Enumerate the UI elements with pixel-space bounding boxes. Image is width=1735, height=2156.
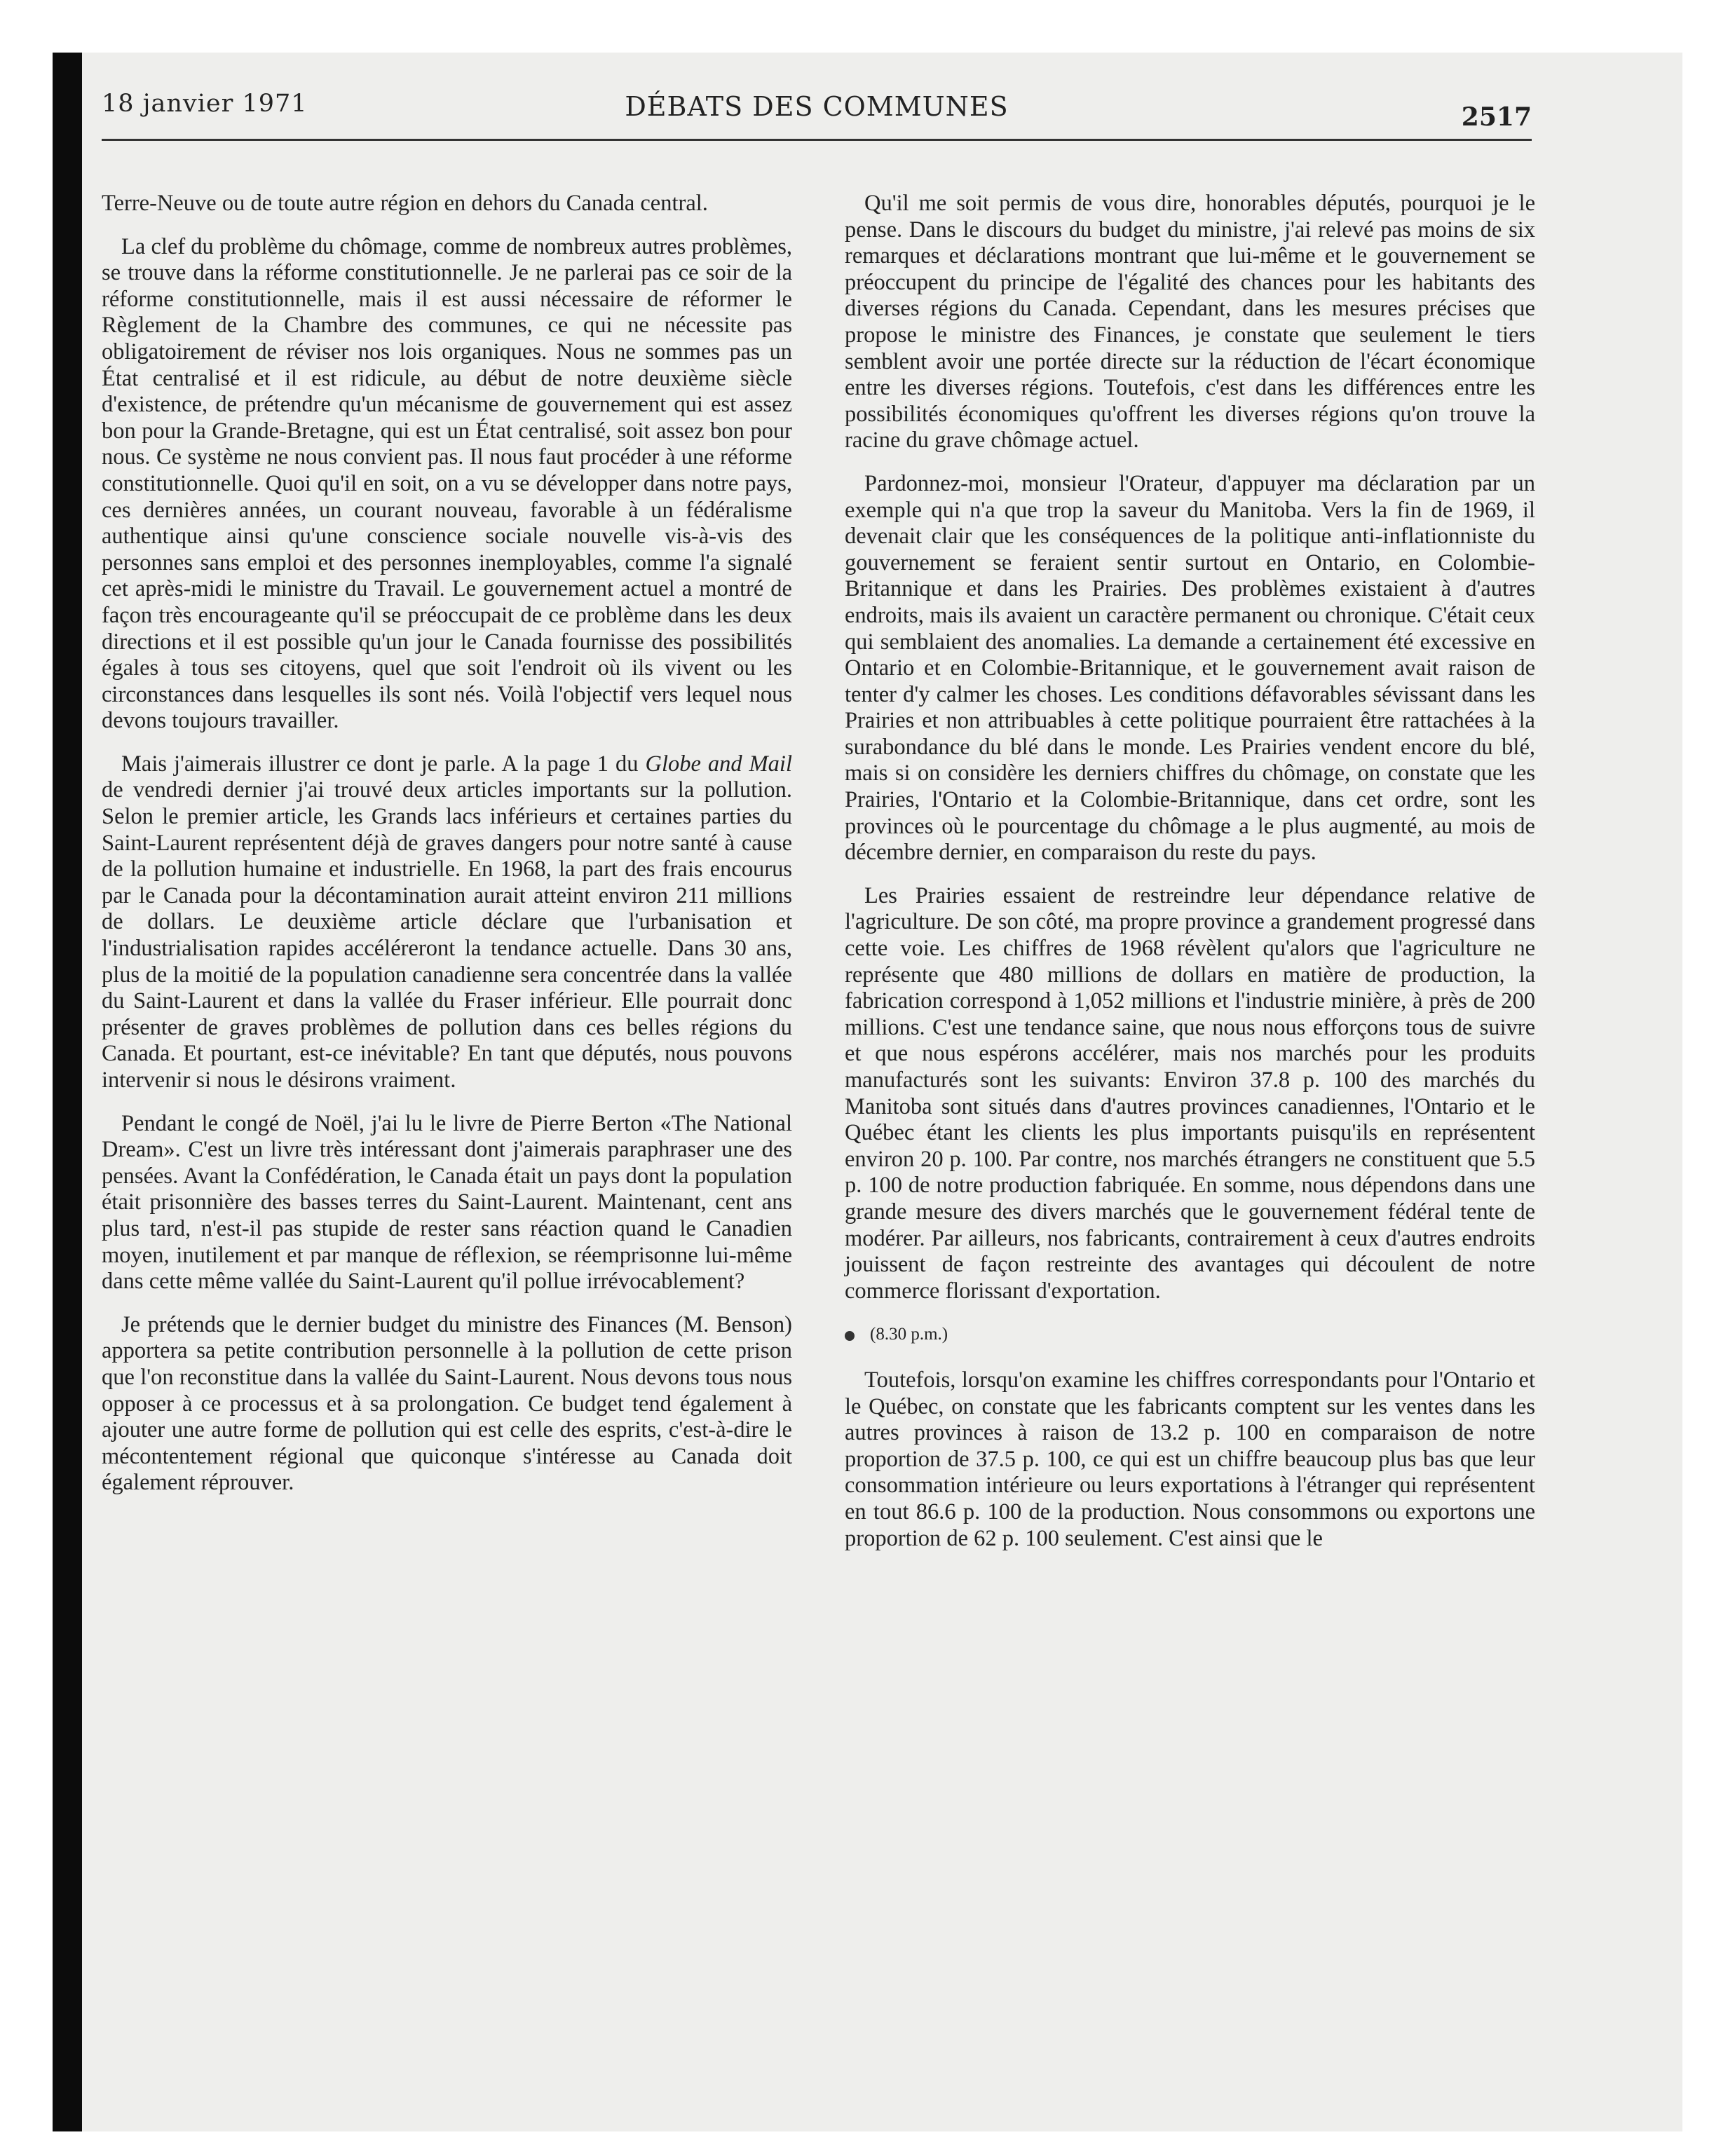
left-column xyxy=(102,191,792,1513)
header-date: 18 janvier 1971 xyxy=(102,90,308,118)
paragraph: Je prétends que le dernier budget du ministre des Finances (M. Benson) apportera sa petite contribution personnelle à la pollution de cette prison que l'on reconstitue dans la vallée du Saint-Laurent. Nous devons tous nous opposer à ce processus et à sa prolongation. Ce budget tend également à ajouter une autre forme de pollution qui est celle des esprits, c'est-à-dire le mécontentement régional que quiconque s'intéresse au Canada doit également réprouver. xyxy=(102,1311,792,1496)
paragraph: La clef du problème du chômage, comme de nombreux autres problèmes, se trouve dans la réforme constitutionnelle. Je ne parlerai pas ce soir de la réforme constitutionnelle, mais il est aussi nécessaire de réformer le Règlement de la Chambre des communes, ce qui ne nécessite pas obligatoirement de réviser nos lois organiques. Nous ne sommes pas un État centralisé et il est ridicule, au début de notre deuxième siècle d'existence, de prétendre qu'un mécanisme de gouvernement qui est assez bon pour la Grande-Bretagne, qui est un État centralisé, soit assez bon pour nous. Ce système ne nous convient pas. Il nous faut procéder à une réforme constitutionnelle. Quoi qu'il en soit, on a vu se développer dans notre pays, ces dernières années, un courant nouveau, favorable à un fédéralisme authentique ainsi qu'une conscience sociale nouvelle vis-à-vis des personnes sans emploi et des personnes inemployables, comme l'a signalé cet après-midi le ministre du Travail. Le gouvernement actuel a montré de façon très encourageante qu'il se préoccupait de ce problème dans les deux directions et il est possible qu'un jour le Canada fournisse des possibilités égales à tous ses citoyens, quel que soit l'endroit où ils vivent ou les circonstances dans lesquelles ils sont nés. Voilà l'objectif vers lequel nous devons toujours travailler. xyxy=(102,233,792,734)
time-marker-text: (8.30 p.m.) xyxy=(870,1325,948,1344)
time-marker xyxy=(845,1321,1535,1348)
paragraph: Pardonnez-moi, monsieur l'Orateur, d'appuyer ma déclaration par un exemple qui n'a que trop la saveur du Manitoba. Vers la fin de 1969, il devenait clair que les conséquences de la politique anti-inflationniste du gouvernement se feraient sentir surtout en Ontario, en Colombie-Britannique et dans les Prairies. Des problèmes existaient à d'autres endroits, mais ils avaient un caractère permanent ou chronique. C'était ceux qui semblaient des anomalies. La demande a certainement été excessive en Ontario et en Colombie-Britannique, et le gouvernement avait raison de tenter d'y calmer les choses. Les conditions défavorables sévissant dans les Prairies et non attribuables à cette politique pourraient être rattachées à la surabondance du blé dans le monde. Les Prairies vendent encore du blé, mais si on considère les derniers chiffres du chômage, on constate que les Prairies, l'Ontario et la Colombie-Britannique, dans cet ordre, sont les provinces où le pourcentage du chômage a le plus augmenté, au mois de décembre dernier, en comparaison du reste du pays. xyxy=(845,470,1535,866)
paragraph xyxy=(102,751,792,1094)
page-header xyxy=(102,90,1532,141)
paragraph-text: de vendredi dernier j'ai trouvé deux articles importants sur la pollution. Selon le premier article, les Grands lacs inférieurs et certaines parties du Saint-Laurent représentent déjà de graves dangers pour notre santé à cause de la pollution humaine et industrielle. En 1968, la part des frais encourus par le Canada pour la décontamination aurait atteint environ 211 millions de dollars. Le deuxième article déclare que l'urbanisation et l'industrialisation rapides accéléreront la tendance actuelle. Dans 30 ans, plus de la moitié de la population canadienne sera concentrée dans la vallée du Saint-Laurent et dans la vallée du Fraser inférieur. Elle pourrait donc présenter de graves problèmes de pollution dans ces belles régions du Canada. Et pourtant, est-ce inévitable? En tant que députés, nous pouvons intervenir si nous le désirons vraiment. xyxy=(102,777,792,1093)
right-column xyxy=(845,191,1535,1569)
paragraph: Pendant le congé de Noël, j'ai lu le livre de Pierre Berton «The National Dream». C'est un livre très intéressant dont j'aimerais paraphraser une des pensées. Avant la Confédération, le Canada était un pays dont la population était prisonnière des basses terres du Saint-Laurent. Maintenant, cent ans plus tard, n'est-il pas stupide de rester sans réaction quand le Canadien moyen, inutilement et par manque de réflexion, se réemprisonne lui-même dans cette même vallée du Saint-Laurent qu'il pollue irrévocablement? xyxy=(102,1110,792,1295)
paragraph-text: Mais j'aimerais illustrer ce dont je parle. A la page 1 du xyxy=(121,751,646,777)
paragraph: Terre-Neuve ou de toute autre région en dehors du Canada central. xyxy=(102,191,708,216)
scan-binding-edge xyxy=(53,53,82,2131)
paragraph: Qu'il me soit permis de vous dire, honorables députés, pourquoi je le pense. Dans le discours du budget du ministre, j'ai relevé pas moins de six remarques et déclarations montrant que lui-même et le gouvernement se préoccupent du principe de l'égalité des chances pour les habitants des diverses régions du Canada. Cependant, dans les mesures précises que propose le ministre des Finances, je constate que seulement le tiers semblent avoir une portée directe sur la réduction de l'écart économique entre les diverses régions. Toutefois, c'est dans les différences entre les possibilités économiques qu'offrent les diverses régions qu'on trouve la racine du grave chômage actuel. xyxy=(845,191,1535,453)
header-title: DÉBATS DES COMMUNES xyxy=(625,91,1009,122)
paragraph: Les Prairies essaient de restreindre leur dépendance relative de l'agriculture. De son côté, ma propre province a grandement progressé dans cette voie. Les chiffres de 1968 révèlent qu'alors que l'agriculture ne représente que 480 millions de dollars en matière de production, la fabrication correspond à 1,052 millions et l'industrie minière, à près de 200 millions. C'est une tendance saine, que nous nous efforçons tous de suivre et que nous espérons accélérer, mais nos marchés pour les produits manufacturés sont les suivants: Environ 37.8 p. 100 des marchés du Manitoba sont situés dans d'autres provinces canadiennes, l'Ontario et le Québec étant les clients les plus importants puisqu'ils en représentent environ 20 p. 100. Par contre, nos marchés étrangers ne constituent que 5.5 p. 100 de notre production fabriquée. En somme, nous dépendons dans une grande mesure des divers marchés que le gouvernement fédéral tente de modérer. Par ailleurs, nos fabricants, contrairement à ceux d'autres endroits jouissent de façon restreinte des avantages qui découlent de notre commerce florissant d'exportation. xyxy=(845,882,1535,1304)
paragraph: Toutefois, lorsqu'on examine les chiffres correspondants pour l'Ontario et le Québec, on constate que les fabricants comptent sur les ventes dans les autres provinces à raison de 13.2 p. 100 en comparaison de notre proportion de 37.5 p. 100, ce qui est un chiffre beaucoup plus bas que leur consommation intérieure ou leurs exportations à l'étranger qui représentent en tout 86.6 p. 100 de la production. Nous consommons ou exportons une proportion de 62 p. 100 seulement. C'est ainsi que le xyxy=(845,1367,1535,1551)
page-number: 2517 xyxy=(1461,102,1532,132)
newspaper-title: Globe and Mail xyxy=(645,751,792,777)
bullet-icon xyxy=(845,1331,855,1341)
